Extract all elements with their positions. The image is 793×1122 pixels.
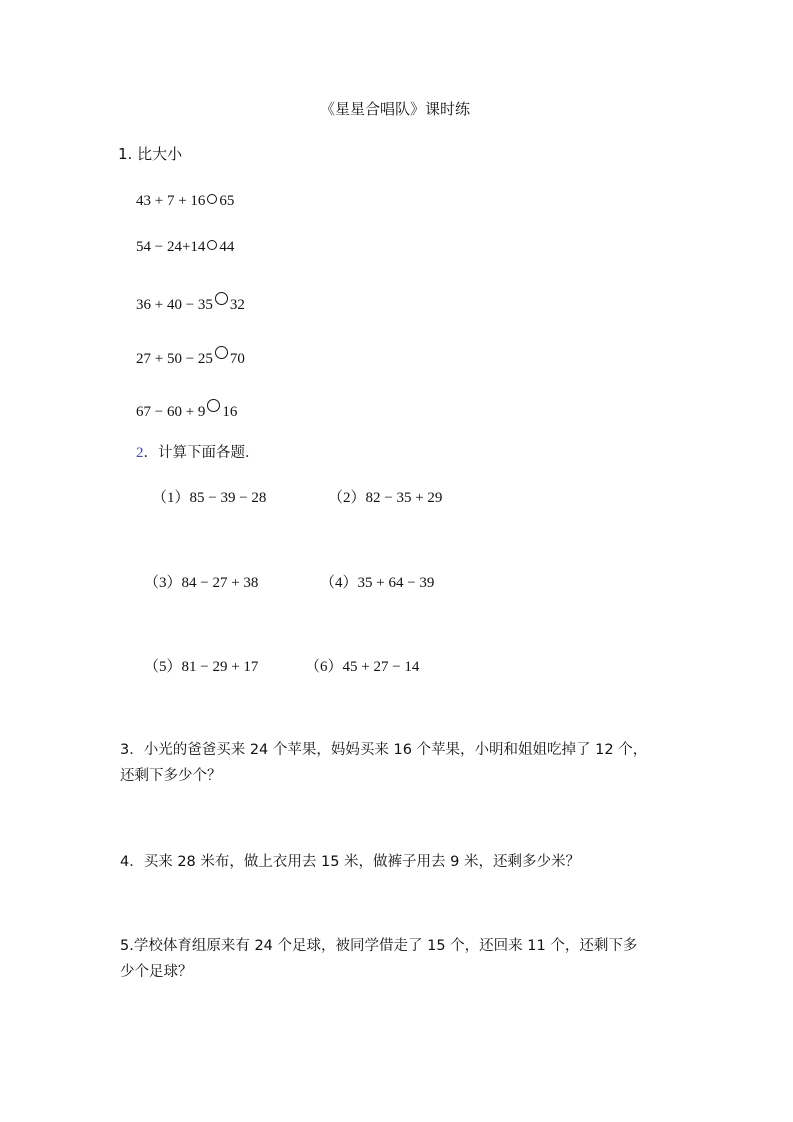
q3-line-2: 还剩下多少个？ bbox=[120, 768, 222, 784]
right-value: 16 bbox=[222, 404, 238, 420]
page-title: 《星星合唱队》课时练 bbox=[320, 100, 471, 118]
compare-circle-icon[interactable] bbox=[215, 346, 228, 359]
q1-item-1 bbox=[136, 192, 234, 210]
q2-heading-text: ．计算下面各题． bbox=[143, 445, 260, 461]
q5-line-1: 5.学校体育组原来有 24 个足球，被同学借走了 15 个，还回来 11 个，还剩下多 bbox=[120, 938, 638, 954]
q2-item-1: （1）85 − 39 − 28 bbox=[152, 490, 267, 506]
right-value: 32 bbox=[229, 297, 245, 313]
right-value: 65 bbox=[219, 193, 235, 209]
q1-item-3 bbox=[136, 292, 245, 314]
q4-line-1: 4．买来 28 米布，做上衣用去 15 米，做裤子用去 9 米，还剩多少米？ bbox=[120, 854, 581, 870]
compare-circle-icon[interactable] bbox=[207, 399, 220, 412]
q1-heading: 1. 比大小 bbox=[118, 145, 183, 163]
left-expr: 43 + 7 + 16 bbox=[136, 193, 206, 209]
compare-circle-icon[interactable] bbox=[215, 292, 228, 305]
q3-line-1: 3．小光的爸爸买来 24 个苹果，妈妈买来 16 个苹果，小明和姐姐吃掉了 12 个， bbox=[120, 742, 648, 758]
left-expr: 54 − 24+14 bbox=[136, 239, 206, 255]
q1-item-5 bbox=[136, 399, 237, 421]
q2-item-4: （4）35 + 64 − 39 bbox=[320, 575, 435, 591]
left-expr: 67 − 60 + 9 bbox=[136, 404, 206, 420]
q5-line-2: 少个足球？ bbox=[120, 964, 193, 980]
q2-item-3: （3）84 − 27 + 38 bbox=[144, 575, 259, 591]
q1-item-2 bbox=[136, 238, 234, 256]
right-value: 70 bbox=[229, 351, 245, 367]
q2-heading bbox=[136, 444, 260, 462]
right-value: 44 bbox=[219, 239, 235, 255]
q2-number: 2 bbox=[136, 445, 144, 461]
q2-item-2: （2）82 − 35 + 29 bbox=[328, 490, 443, 506]
left-expr: 27 + 50 − 25 bbox=[136, 351, 213, 367]
left-expr: 36 + 40 − 35 bbox=[136, 297, 213, 313]
q1-item-4 bbox=[136, 346, 245, 368]
compare-circle-icon[interactable] bbox=[207, 194, 217, 204]
compare-circle-icon[interactable] bbox=[207, 240, 217, 250]
q2-item-6: （6）45 + 27 − 14 bbox=[305, 659, 420, 675]
q2-item-5: （5）81 − 29 + 17 bbox=[144, 659, 259, 675]
